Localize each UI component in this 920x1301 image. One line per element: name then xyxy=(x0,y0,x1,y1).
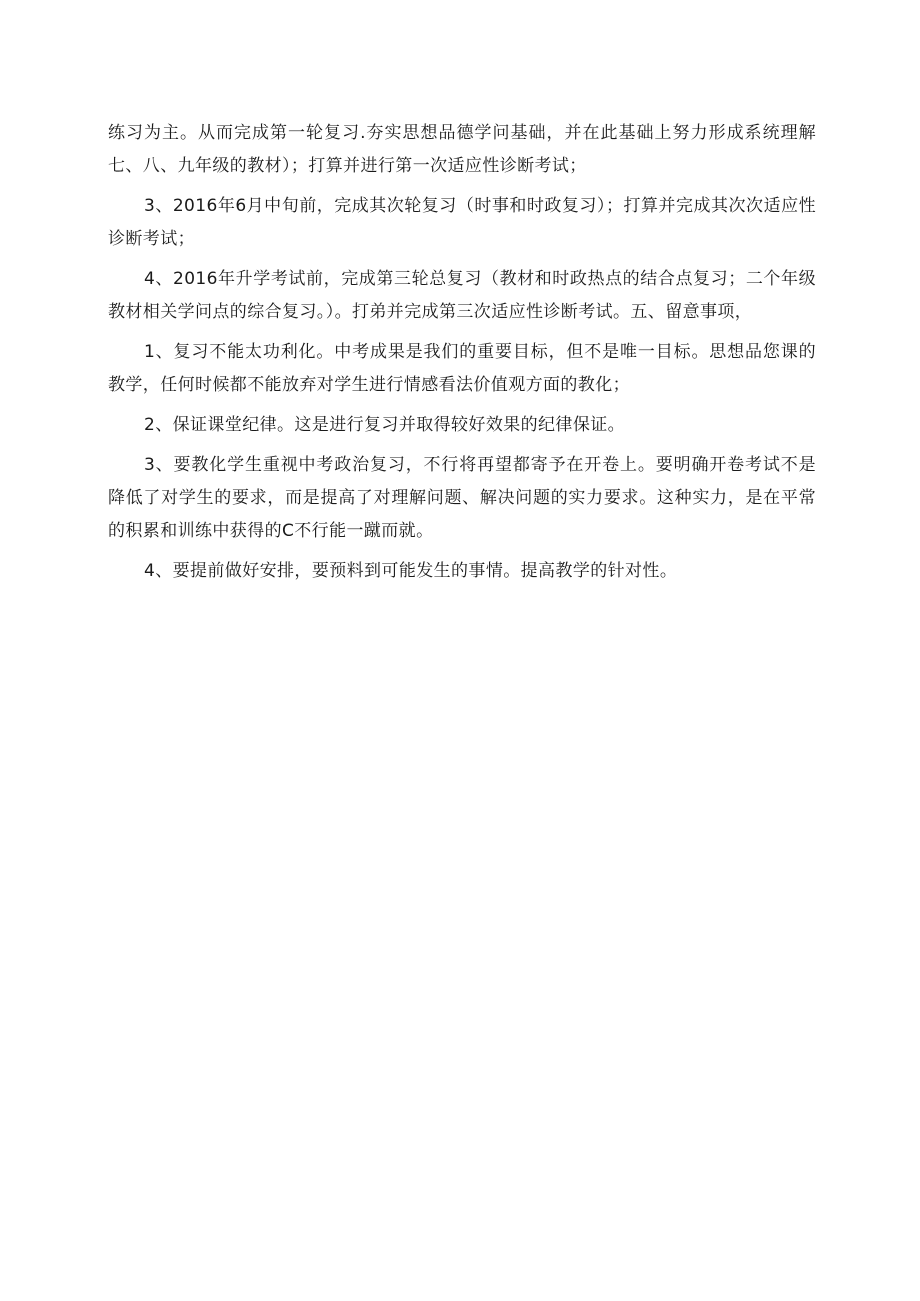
paragraph-note-4: 4、要提前做好安排，要预料到可能发生的事情。提高教学的针对性。 xyxy=(144,561,678,581)
paragraph-note-3: 3、要教化学生重视中考政治复习，不行将再望都寄予在开卷上。要明确开卷考试不是降低了对学生的要求，而是提高了对理解问题、解决问题的实力要求。这种实力，是在平常的积累和训练中获得的C不行能一蹴而就。 xyxy=(108,455,816,541)
paragraph-continuation: 练习为主。从而完成第一轮复习.夯实思想品德学问基础，并在此基础上努力形成系统理解七、八、九年级的教材）；打算并进行第一次适应性诊断考试； xyxy=(108,123,816,176)
paragraph-item-4-phase-three: 4、2016年升学考试前，完成第三轮总复习（教材和时政热点的结合点复习；二个年级教材相关学问点的综合复习。）。打弟并完成第三次适应性诊断考试。五、留意事项， xyxy=(108,269,816,322)
paragraph-note-2: 2、保证课堂纪律。这是进行复习并取得较好效果的纪律保证。 xyxy=(144,415,626,435)
paragraph-note-1: 1、复习不能太功利化。中考成果是我们的重要目标，但不是唯一目标。思想品您课的教学，任何时候都不能放弃对学生进行情感看法价值观方面的教化； xyxy=(108,342,816,395)
paragraph-item-3-phase-two: 3、2016年6月中旬前，完成其次轮复习（时事和时政复习）；打算并完成其次次适应性诊断考试； xyxy=(108,196,816,249)
document-body xyxy=(108,117,816,595)
